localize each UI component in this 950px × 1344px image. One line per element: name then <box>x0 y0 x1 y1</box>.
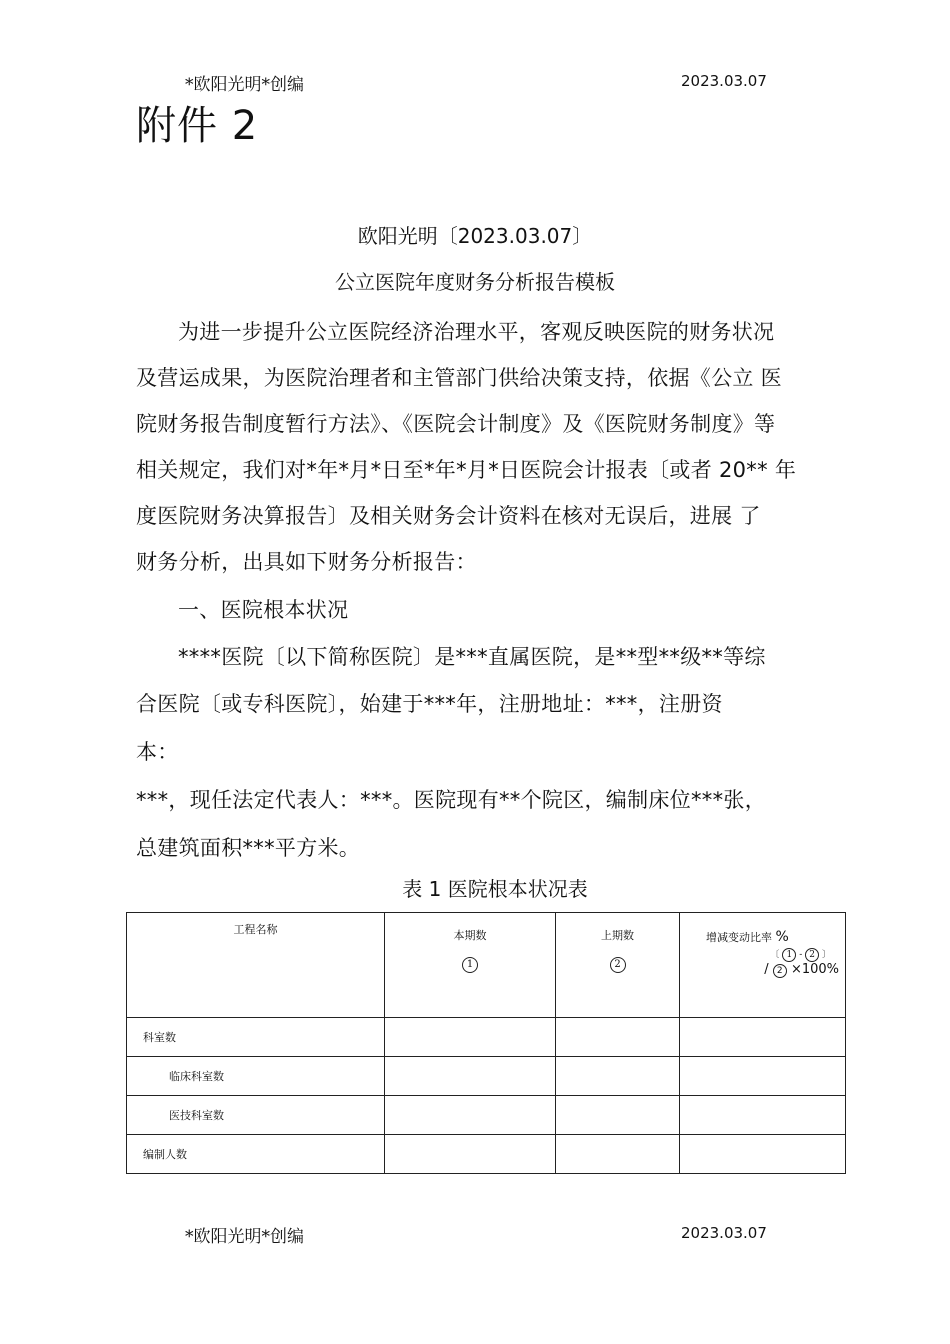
cell-current <box>385 1018 556 1057</box>
circled-two-icon: 2 <box>805 948 819 962</box>
cell-rate <box>680 1135 846 1174</box>
section-line: ***，现任法定代表人：***。医院现有**个院区，编制床位***张， <box>136 788 766 812</box>
cell-rate <box>680 1018 846 1057</box>
rate-formula-bottom <box>706 962 839 978</box>
header-date: 2023.03.07 <box>681 72 767 90</box>
header-item-name <box>127 913 385 1018</box>
row-label: 临床科室数 <box>127 1057 385 1096</box>
row-label: 医技科室数 <box>127 1096 385 1135</box>
table-caption: 表 1 医院根本状况表 <box>402 877 588 901</box>
intro-line: 财务分析，出具如下财务分析报告： <box>136 550 477 574</box>
cell-current <box>385 1135 556 1174</box>
table-row <box>127 1018 846 1057</box>
section-line: ****医院〔以下简称医院〕是***直属医院，是**型**级**等综 <box>178 645 766 669</box>
header-previous-label: 上期数 <box>601 929 634 942</box>
document-title: 公立医院年度财务分析报告模板 <box>335 270 615 294</box>
formula-open: 〔 <box>770 950 780 960</box>
formula-divide: / <box>764 962 769 977</box>
cell-previous <box>556 1057 680 1096</box>
section-heading: 一、医院根本状况 <box>178 598 349 622</box>
formula-close: 〕 <box>821 950 831 960</box>
table-row <box>127 1057 846 1096</box>
rate-formula-top <box>706 947 839 962</box>
intro-line: 院财务报告制度暂行方法》、《医院会计制度》及《医院财务制度》等 <box>136 412 776 436</box>
cell-previous <box>556 1096 680 1135</box>
table-row <box>127 1135 846 1174</box>
header-author: *欧阳光明*创编 <box>185 75 304 95</box>
header-current <box>385 913 556 1018</box>
section-line: 合医院〔或专科医院〕，始建于***年，注册地址：***，注册资 <box>136 692 723 716</box>
cell-rate <box>680 1096 846 1135</box>
circled-one-icon: 1 <box>782 948 796 962</box>
footer-date: 2023.03.07 <box>681 1224 767 1242</box>
section-line: 总建筑面积***平方米。 <box>136 836 361 860</box>
circled-one-icon: 1 <box>462 957 478 973</box>
row-label: 编制人数 <box>127 1135 385 1174</box>
footer-author: *欧阳光明*创编 <box>185 1227 304 1247</box>
header-rate-label: 增减变动比率 <box>706 931 772 944</box>
circled-two-icon: 2 <box>773 964 787 978</box>
table-header-row <box>127 913 846 1018</box>
section-line: 本： <box>136 740 179 764</box>
hospital-info-table <box>126 912 846 1174</box>
formula-tail: ×100% <box>790 962 839 977</box>
cell-current <box>385 1057 556 1096</box>
formula-minus: - <box>799 950 803 960</box>
intro-line: 相关规定，我们对*年*月*日至*年*月*日医院会计报表〔或者 20** 年 <box>136 458 797 482</box>
cell-previous <box>556 1018 680 1057</box>
attachment-title: 附件 2 <box>136 103 259 149</box>
table-row <box>127 1096 846 1135</box>
intro-line: 及营运成果，为医院治理者和主管部门供给决策支持，依据《公立 医 <box>136 366 782 390</box>
intro-line: 为进一步提升公立医院经济治理水平，客观反映医院的财务状况 <box>178 320 775 344</box>
cell-current <box>385 1096 556 1135</box>
intro-line: 度医院财务决算报告〕及相关财务会计资料在核对无误后，进展 了 <box>136 504 761 528</box>
header-change-rate <box>680 913 846 1018</box>
row-label: 科室数 <box>127 1018 385 1057</box>
header-previous <box>556 913 680 1018</box>
header-rate-percent: % <box>775 929 789 945</box>
header-item-name-label: 工程名称 <box>233 923 278 936</box>
cell-previous <box>556 1135 680 1174</box>
cell-rate <box>680 1057 846 1096</box>
circled-two-icon: 2 <box>610 957 626 973</box>
subtitle-author: 欧阳光明〔2023.03.07〕 <box>357 224 593 248</box>
header-current-label: 本期数 <box>453 929 487 942</box>
